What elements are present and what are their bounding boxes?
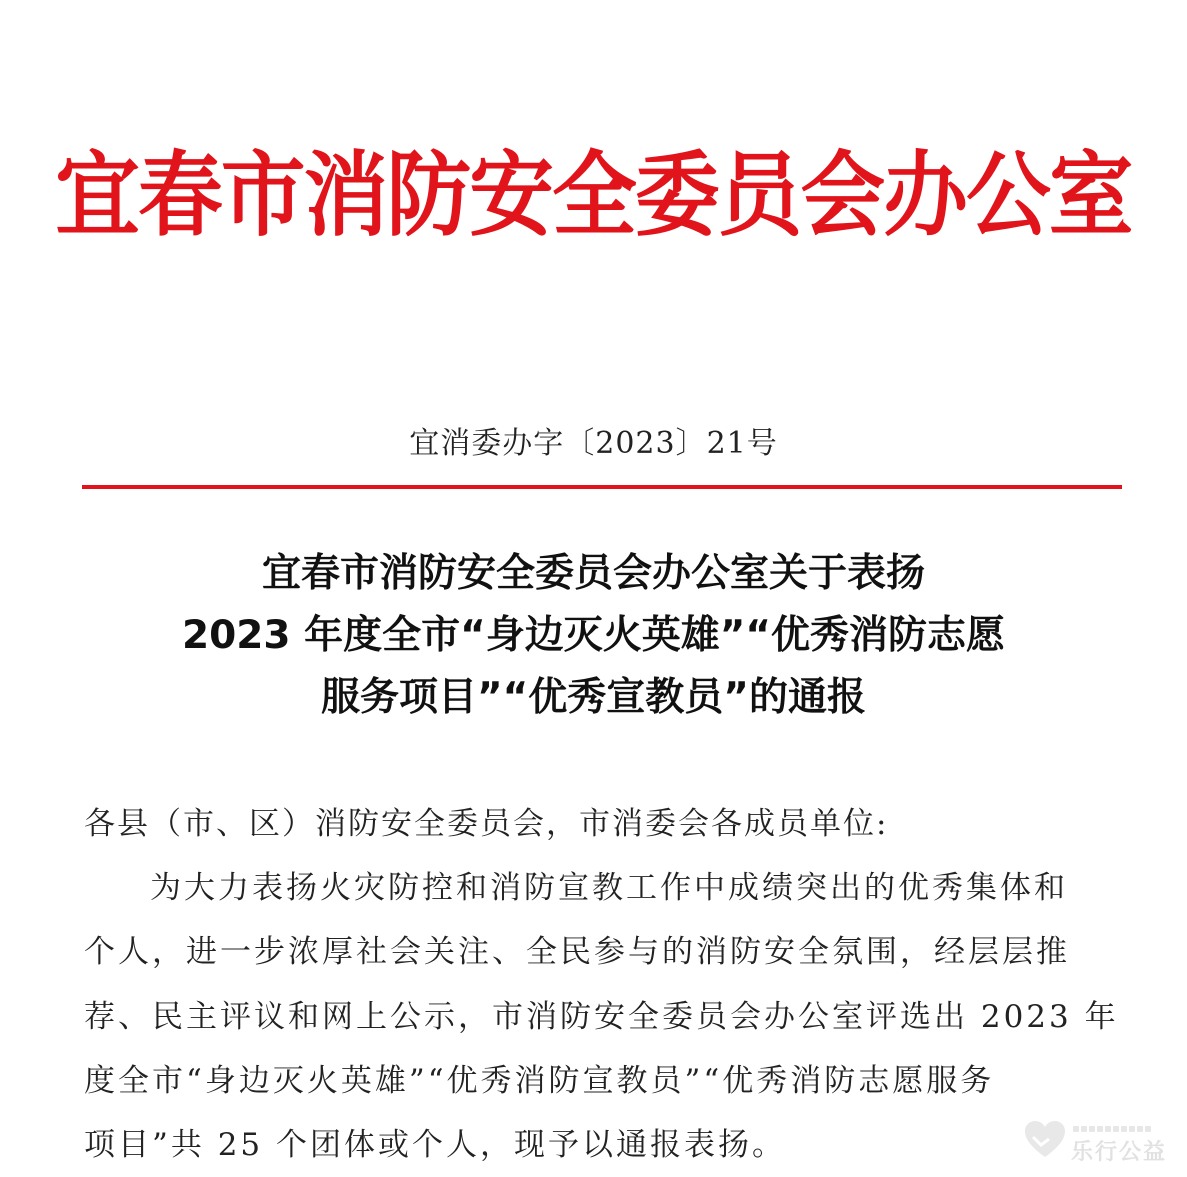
issuer-masthead: 宜春市消防安全委员会办公室: [55, 141, 1132, 249]
title-line: 服务项目”“优秀宣教员”的通报: [321, 675, 866, 720]
paragraph-line: 度全市“身边灭火英雄”“优秀消防宣教员”“优秀消防志愿服务: [84, 1063, 995, 1099]
watermark-text: 乐行公益: [1071, 1140, 1168, 1165]
watermark-logo: [1023, 1115, 1173, 1165]
paragraph-line: 项目”共 25 个团体或个人，现予以通报表扬。: [84, 1127, 787, 1163]
paragraph-line: 为大力表扬火灾防控和消防宣教工作中成绩突出的优秀集体和: [150, 870, 1068, 906]
heart-hands-icon: [1023, 1119, 1067, 1159]
red-divider-rule: [82, 485, 1122, 489]
paragraph-line: 个人，进一步浓厚社会关注、全民参与的消防安全氛围，经层层推: [84, 934, 1070, 970]
paragraph-line: 荐、民主评议和网上公示，市消防安全委员会办公室评选出 2023 年: [84, 999, 1119, 1035]
salutation: 各县（市、区）消防安全委员会，市消委会各成员单位:: [84, 806, 889, 842]
title-line: 宜春市消防安全委员会办公室关于表扬: [261, 551, 925, 596]
document-number: 宜消委办字〔2023〕21号: [409, 426, 778, 461]
watermark-small-text: [1073, 1117, 1165, 1127]
document-title: [60, 543, 1127, 729]
title-line: 2023 年度全市“身边灭火英雄”“优秀消防志愿: [181, 613, 1006, 658]
